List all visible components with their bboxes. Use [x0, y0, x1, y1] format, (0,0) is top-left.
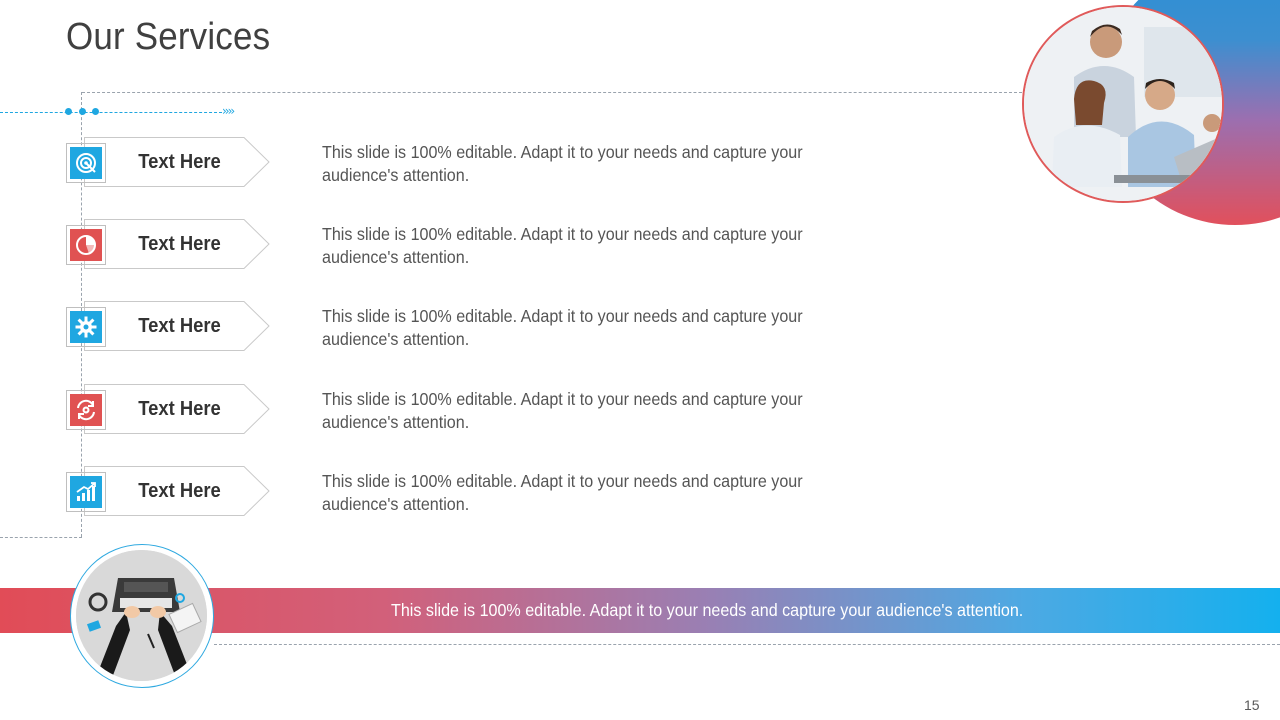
target-icon	[70, 147, 102, 179]
service-tag	[84, 137, 270, 187]
service-tag	[84, 219, 270, 269]
service-row	[0, 466, 900, 526]
laptop-illustration	[70, 544, 214, 688]
service-icon-box	[66, 472, 106, 512]
connector-dot	[92, 108, 99, 115]
footer-text: This slide is 100% editable. Adapt it to your needs and capture your audience's attention.	[391, 600, 1024, 620]
service-label: Text Here	[138, 315, 221, 337]
connector-dot	[65, 108, 72, 115]
service-description: This slide is 100% editable. Adapt it to your needs and capture your audience's attention.	[322, 306, 803, 349]
service-icon-box	[66, 143, 106, 183]
connector-dot	[79, 108, 86, 115]
service-row	[0, 301, 900, 361]
guide-line-footer	[214, 644, 1280, 645]
pie-chart-icon	[70, 229, 102, 261]
service-icon-box	[66, 307, 106, 347]
service-label: Text Here	[138, 480, 221, 502]
service-icon-box	[66, 390, 106, 430]
chevrons-icon: ››››	[222, 104, 234, 118]
refresh-gear-icon	[70, 394, 102, 426]
guide-line-top	[82, 92, 1022, 93]
service-icon-box	[66, 225, 106, 265]
service-row	[0, 384, 900, 444]
slide-title: Our Services	[66, 16, 271, 58]
guide-line-bottom-left	[0, 537, 82, 538]
blue-connector-line	[0, 112, 222, 113]
service-description: This slide is 100% editable. Adapt it to your needs and capture your audience's attention.	[322, 389, 803, 432]
service-row	[0, 137, 900, 197]
team-photo	[1022, 5, 1224, 203]
service-label: Text Here	[138, 151, 221, 173]
service-description: This slide is 100% editable. Adapt it to your needs and capture your audience's attention.	[322, 224, 803, 267]
service-description: This slide is 100% editable. Adapt it to your needs and capture your audience's attention.	[322, 471, 803, 514]
service-tag	[84, 466, 270, 516]
service-label: Text Here	[138, 233, 221, 255]
service-tag	[84, 384, 270, 434]
service-label: Text Here	[138, 398, 221, 420]
growth-chart-icon	[70, 476, 102, 508]
service-tag	[84, 301, 270, 351]
service-description: This slide is 100% editable. Adapt it to your needs and capture your audience's attention.	[322, 142, 803, 185]
service-row	[0, 219, 900, 279]
page-number: 15	[1244, 697, 1260, 713]
gear-icon	[70, 311, 102, 343]
